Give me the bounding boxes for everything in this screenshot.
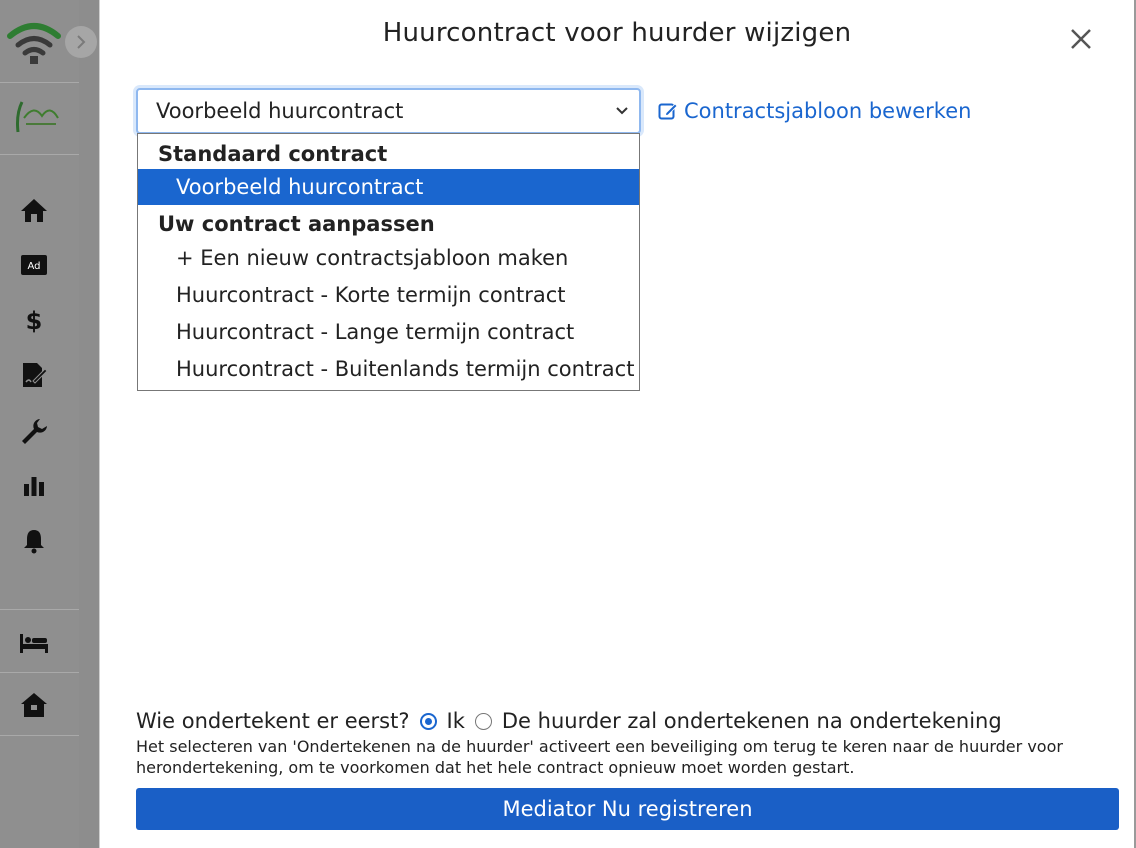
house-icon[interactable] — [14, 688, 54, 722]
chevron-right-icon — [75, 35, 87, 49]
option-voorbeeld-huurcontract[interactable]: Voorbeeld huurcontract — [138, 169, 639, 205]
modal-title: Huurcontract voor huurder wijzigen — [382, 18, 852, 48]
close-button[interactable] — [1066, 22, 1096, 56]
app-sidebar — [0, 0, 79, 848]
svg-text:Ad: Ad — [27, 261, 41, 272]
sidebar-divider — [0, 609, 79, 610]
option-short-term[interactable]: Huurcontract - Korte termijn contract — [176, 283, 566, 307]
radio-me-label: Ik — [446, 709, 465, 733]
signing-order-row — [136, 706, 1002, 736]
option-new-template[interactable]: + Een nieuw contractsjabloon maken — [176, 246, 569, 270]
contract-template-dropdown — [137, 133, 640, 391]
bar-chart-icon[interactable] — [14, 469, 54, 503]
select-value: Voorbeeld huurcontract — [156, 99, 404, 123]
home-icon[interactable] — [14, 193, 54, 227]
sidebar-divider — [0, 154, 79, 155]
radio-me[interactable] — [420, 713, 437, 730]
bell-icon[interactable] — [14, 524, 54, 558]
chevron-down-icon — [615, 104, 629, 118]
sidebar-divider — [0, 82, 79, 83]
wifi-logo-icon — [6, 14, 62, 66]
brand-logo-icon — [12, 96, 62, 136]
contract-sign-icon[interactable] — [14, 358, 54, 392]
sidebar-divider — [0, 672, 79, 673]
svg-text:$: $ — [25, 307, 43, 334]
edit-template-label: Contractsjabloon bewerken — [684, 99, 972, 123]
radio-tenant[interactable] — [475, 713, 492, 730]
signing-question: Wie ondertekent er eerst? — [136, 709, 410, 733]
radio-tenant-label: De huurder zal ondertekenen na ondertekening — [501, 709, 1002, 733]
dollar-icon[interactable] — [14, 303, 54, 337]
ad-icon[interactable] — [14, 248, 54, 282]
edit-icon — [658, 101, 678, 121]
optgroup-standard: Standaard contract — [158, 142, 388, 166]
edit-template-link[interactable] — [658, 97, 971, 125]
close-icon — [1070, 28, 1092, 50]
sidebar-toggle-button[interactable] — [65, 26, 97, 58]
register-mediator-button[interactable]: Mediator Nu registreren — [136, 788, 1119, 830]
option-foreign-term[interactable]: Huurcontract - Buitenlands termijn contract — [176, 357, 635, 381]
sidebar-divider — [0, 735, 79, 736]
signing-note: Het selecteren van 'Ondertekenen na de huurder' activeert een beveiliging om terug te keren naar de huurder voor herondertekening, om te voorkomen dat het hele contract opnieuw moet worden gestart. — [136, 737, 1063, 777]
bed-icon[interactable] — [14, 626, 54, 660]
change-contract-modal — [99, 0, 1134, 848]
wrench-icon[interactable] — [14, 414, 54, 448]
optgroup-custom: Uw contract aanpassen — [158, 212, 435, 236]
option-long-term[interactable]: Huurcontract - Lange termijn contract — [176, 320, 575, 344]
contract-template-select[interactable] — [136, 88, 641, 134]
